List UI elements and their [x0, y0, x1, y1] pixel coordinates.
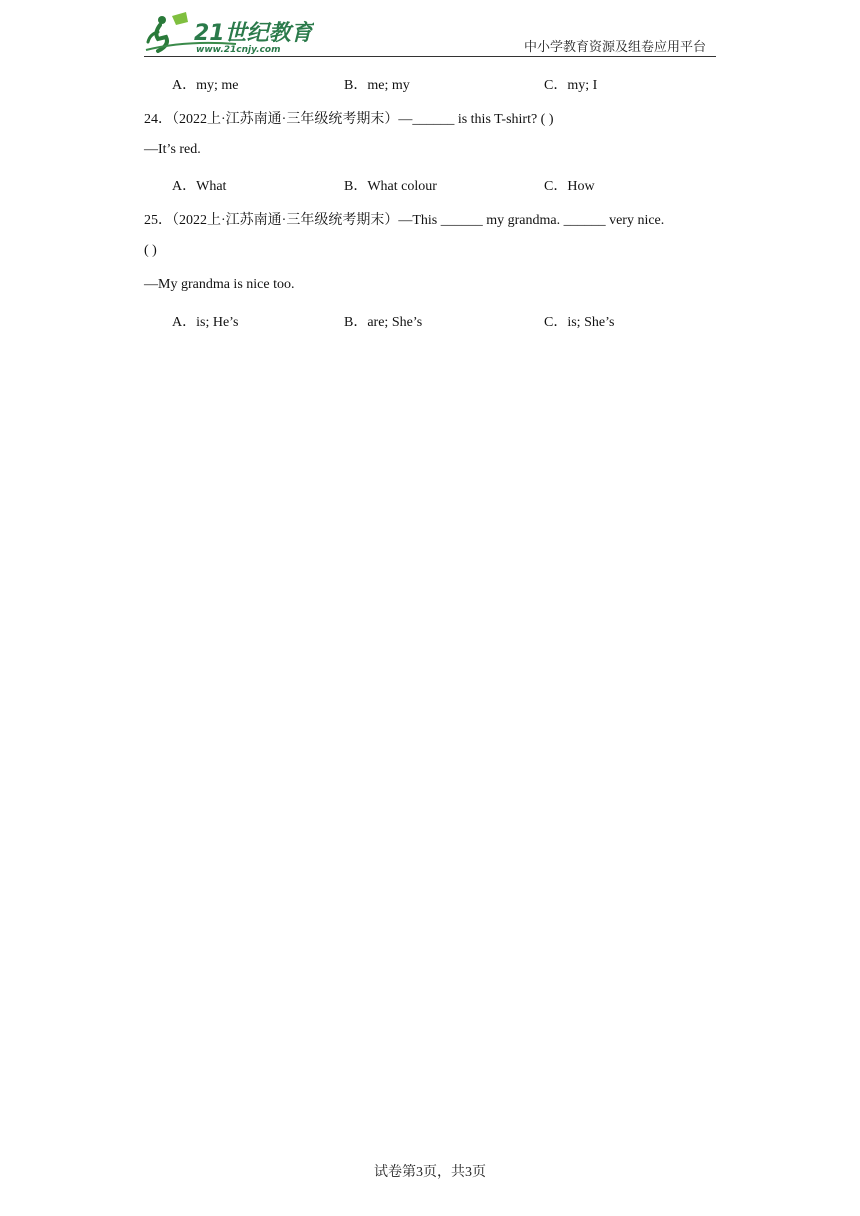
- logo-text: 21世纪教育: [194, 21, 313, 46]
- page-header: [144, 8, 716, 57]
- q24-option-c: C．How: [544, 179, 595, 194]
- q25-option-b: B．are; She’s: [344, 315, 423, 330]
- q25-option-a: A．is; He’s: [172, 315, 239, 330]
- q24-stem: 24．（2022上·江苏南通·三年级统考期末）—______ is this T-shirt? ( ): [144, 112, 554, 127]
- platform-label: 中小学教育资源及组卷应用平台: [523, 40, 706, 55]
- q25-answer-line: —My grandma is nice too.: [144, 277, 295, 292]
- q23-option-b: B．me; my: [344, 78, 410, 93]
- q25-stem-continued: ( ): [144, 243, 157, 258]
- q23-option-a: A．my; me: [172, 78, 239, 93]
- logo: [144, 10, 314, 56]
- q24-option-b: B．What colour: [344, 179, 437, 194]
- q25-stem: 25．（2022上·江苏南通·三年级统考期末）—This ______ my grandma. ______ very nice.: [144, 213, 665, 228]
- logo-url: www.21cnjy.com: [196, 45, 281, 55]
- q25-option-c: C．is; She’s: [544, 315, 615, 330]
- q23-option-c: C．my; I: [544, 78, 598, 93]
- q24-option-a: A．What: [172, 179, 227, 194]
- q24-answer-line: —It’s red.: [144, 142, 201, 157]
- page-number: 试卷第3页，共3页: [374, 1165, 486, 1180]
